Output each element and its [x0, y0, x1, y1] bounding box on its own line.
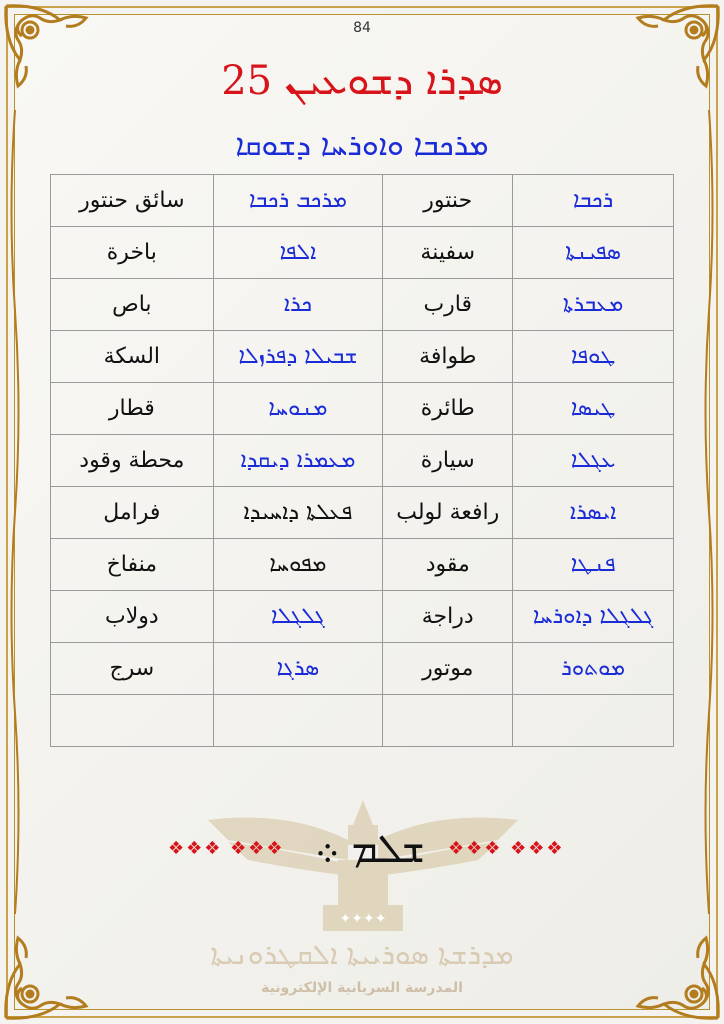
syriac-word-cell: ܡܦܘܚܐ	[213, 539, 383, 591]
syriac-word-cell: ܓܠܓܠܐ ܕܐܘܪܚܐ	[513, 591, 674, 643]
arabic-meaning-cell: مقود	[383, 539, 513, 591]
arabic-meaning-cell: دولاب	[51, 591, 214, 643]
syriac-word-cell: ܥܓܠܐ	[513, 435, 674, 487]
arabic-meaning-cell: موتور	[383, 643, 513, 695]
arabic-meaning-cell: سرج	[51, 643, 214, 695]
arabic-meaning-cell: قطار	[51, 383, 214, 435]
decorative-dots-right: ❖❖❖ ❖❖❖	[448, 838, 565, 859]
arabic-meaning-cell: دراجة	[383, 591, 513, 643]
arabic-meaning-cell: رافعة لولب	[383, 487, 513, 539]
page-number: 84	[353, 20, 371, 36]
lesson-number: 25	[221, 58, 273, 104]
syriac-word-cell: ܡܥܡܪܐ ܕܝܩܕܐ	[213, 435, 383, 487]
arabic-meaning-cell: قارب	[383, 279, 513, 331]
syriac-word-cell: ܛܝܣܐ	[513, 383, 674, 435]
syriac-word-cell: ܣܪܓܐ	[213, 643, 383, 695]
syriac-word-cell: ܐܠܦܐ	[213, 227, 383, 279]
arabic-meaning-cell: سيارة	[383, 435, 513, 487]
lesson-subtitle: ܡܪܟܒܐ ܘܐܘܪܚܐ ܕܫܘܩܐ	[235, 128, 489, 163]
arabic-meaning-cell: سفينة	[383, 227, 513, 279]
table-row	[51, 175, 674, 227]
table-row	[51, 227, 674, 279]
syriac-word-cell: ܛܘܦܐ	[513, 331, 674, 383]
decorative-dots-left: ❖❖❖ ❖❖❖	[168, 838, 285, 859]
arabic-meaning-cell: باص	[51, 279, 214, 331]
arabic-meaning-cell: السكة	[51, 331, 214, 383]
table-row	[51, 279, 674, 331]
ornament-vine-left	[8, 110, 22, 914]
arabic-meaning-cell: محطة وقود	[51, 435, 214, 487]
arabic-meaning-cell	[383, 695, 513, 747]
syriac-word-cell: ܦܥܠܬܐ ܕܐܚܝܕܐ	[213, 487, 383, 539]
syriac-word-cell: ܡܥܒܪܬܐ	[513, 279, 674, 331]
arabic-meaning-cell: باخرة	[51, 227, 214, 279]
end-word: ܫܠܡ ܀	[314, 826, 426, 872]
school-name-arabic: المدرسة السريانية الإلكترونية	[261, 980, 463, 996]
table-row	[51, 539, 674, 591]
syriac-word-cell: ܡܘܬܘܪ	[513, 643, 674, 695]
arabic-meaning-cell: سائق حنتور	[51, 175, 214, 227]
arabic-meaning-cell: فرامل	[51, 487, 214, 539]
lesson-title	[0, 58, 724, 104]
table-row	[51, 695, 674, 747]
ornament-vine-right	[702, 110, 716, 914]
table-row	[51, 331, 674, 383]
logo-glyphs: ✦✦✦✦	[339, 911, 387, 927]
table-row	[51, 383, 674, 435]
syriac-word-cell: ܟܪܐ	[213, 279, 383, 331]
arabic-meaning-cell: حنتور	[383, 175, 513, 227]
syriac-word-cell: ܐܝܣܪܐ	[513, 487, 674, 539]
syriac-word-cell: ܡܢܘܚܐ	[213, 383, 383, 435]
syriac-word-cell: ܪܟܒܐ	[513, 175, 674, 227]
table-row	[51, 591, 674, 643]
table-row	[51, 643, 674, 695]
arabic-meaning-cell: منفاخ	[51, 539, 214, 591]
syriac-word-cell: ܓܠܓܠܐ	[213, 591, 383, 643]
syriac-word-cell: ܦܢܛܐ	[513, 539, 674, 591]
syriac-word-cell: ܫܒܝܠܐ ܕܦܪܙܠܐ	[213, 331, 383, 383]
arabic-meaning-cell: طوافة	[383, 331, 513, 383]
syriac-word-cell	[513, 695, 674, 747]
table-row	[51, 435, 674, 487]
arabic-meaning-cell: طائرة	[383, 383, 513, 435]
syriac-word-cell	[213, 695, 383, 747]
table-row	[51, 487, 674, 539]
arabic-meaning-cell	[51, 695, 214, 747]
syriac-word-cell: ܣܦܝܢܬܐ	[513, 227, 674, 279]
school-name-syriac: ܡܕܪܫܬܐ ܣܘܪܝܝܬܐ ܐܠܩܛܪܘܢܝܬܐ	[210, 938, 514, 971]
syriac-word-cell: ܡܪܟܒ ܪܟܒܐ	[213, 175, 383, 227]
lesson-title-syriac: ܣܕܪܐ ܕܫܘܥܝܢ	[284, 58, 503, 104]
vocabulary-table	[50, 174, 674, 747]
